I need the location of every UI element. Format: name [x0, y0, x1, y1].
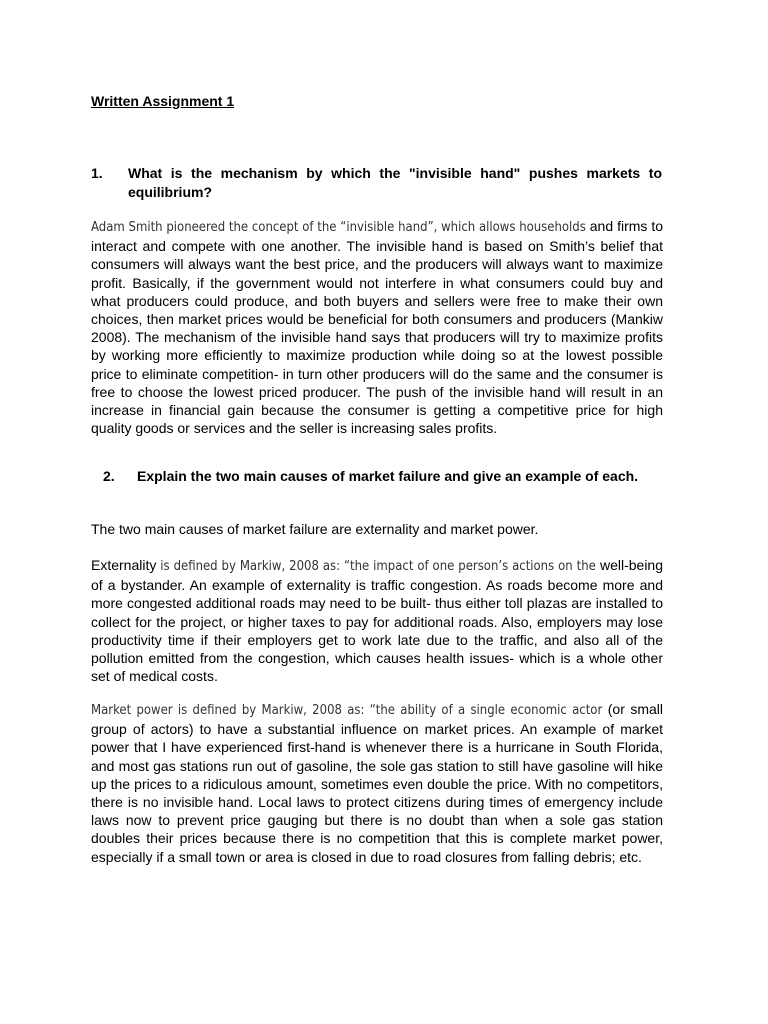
question-1-number: 1.: [91, 165, 103, 181]
paragraph-invisible-hand-lead: Adam Smith pioneered the concept of the “invisible hand”, which allows households: [91, 220, 586, 235]
question-2-text: Explain the two main causes of market failure and give an example of each.: [137, 468, 639, 484]
paragraph-market-power-lead: Market power is defined by Markiw, 2008 as: “the ability of a single economic actor: [91, 703, 603, 718]
paragraph-market-power-body: (or small group of actors) to have a substantial influence on market prices. An example of market power that I have experienced first-hand is whenever there is a hurricane in South Florida, and most gas stations run out of gasoline, the sole gas station to still have gasoline will hike up the prices to a ridiculous amount, sometimes even double the price. With no competitors, there is no invisible hand. Local laws to protect citizens during times of emergency include laws now to prevent price gauging but there is no doubt than when a sole gas station doubles their prices because there is no competition that this is complete market power, especially if a small town or area is closed in due to road closures from falling debris; etc.: [91, 701, 664, 865]
paragraph-externality-body: well-being of a bystander. An example of externality is traffic congestion. As roads become more and more congested additional roads may need to be built- thus either toll plazas are installed to collect for the project, or higher taxes to pay for additional roads. Also, employers may lose productivity time if their employers get to work late due to the traffic, and also all of the pollution emitted from the congestion, which causes health issues- which is a whole other set of medical costs.: [91, 557, 664, 685]
question-2-number: 2.: [103, 468, 115, 484]
paragraph-externality-lead: is defined by Markiw, 2008 as: “the impact of one person’s actions on the: [156, 559, 596, 574]
paragraph-invisible-hand: [91, 217, 663, 437]
paragraph-invisible-hand-body: and firms to interact and compete with one another. The invisible hand is based on Smith’s belief that consumers will always want the best price, and the producers will always want to maximize profit. Basically, if the government would not interfere in what consumers could buy and what producers could produce, and both buyers and sellers were free to make their own choices, then market prices would be beneficial for both consumers and producers (Mankiw 2008). The mechanism of the invisible hand says that producers will try to maximize profits by working more efficiently to maximize production while doing so at the lowest possible price to eliminate competition- in turn other producers will do the same and the consumer is free to choose the lowest priced producer. The push of the invisible hand will result in an increase in financial gain because the consumer is getting a competitive price for high quality goods or services and the seller is increasing sales profits.: [91, 218, 664, 437]
paragraph-market-failure-causes: The two main causes of market failure are externality and market power.: [91, 521, 539, 537]
externality-term: Externality: [91, 557, 157, 573]
question-1-text: What is the mechanism by which the "invisible hand" pushes markets to equilibrium?: [128, 165, 662, 200]
document-title: Written Assignment 1: [91, 93, 235, 109]
question-1: [91, 164, 662, 202]
paragraph-externality: [91, 556, 663, 685]
paragraph-market-power: [91, 700, 663, 866]
question-2: [103, 467, 662, 486]
